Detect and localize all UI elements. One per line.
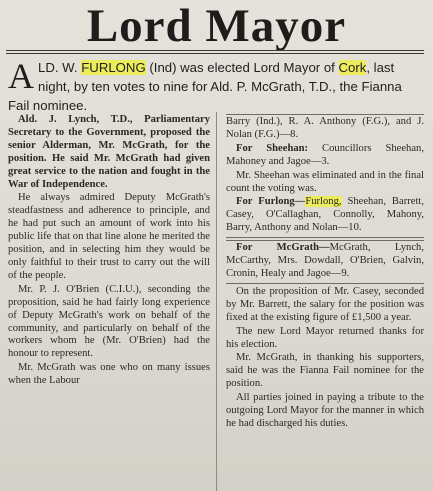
vote-furlong-highlight: Furlong, <box>305 196 342 208</box>
right-paragraph-3: Mr. McGrath, in thanking his supporters, said he was the Fianna Fail nominee for the position. <box>226 352 424 390</box>
highlighted-cork: Cork <box>338 60 367 75</box>
headline-rule-top <box>6 50 424 51</box>
headline-rule-bottom <box>6 53 424 54</box>
vote-eliminated-note: Mr. Sheehan was eliminated and in the final count the voting was. <box>226 169 424 194</box>
lede-text-mid: (Ind) was elected Lord Mayor of <box>145 60 339 75</box>
vote-sheehan-list: Councillors Sheehan, Mahoney and Jagoe—3. <box>226 142 424 167</box>
lede-paragraph <box>8 58 422 115</box>
vote-sheehan-label: For Sheehan: <box>236 142 309 154</box>
vote-mcgrath <box>226 242 424 281</box>
vote-mcgrath-label: For McGrath— <box>236 242 330 254</box>
right-paragraph-4: All parties joined in paying a tribute to the outgoing Lord Mayor for the manner in which he had discharged his duties. <box>226 392 424 429</box>
vote-mcgrath-box <box>226 240 424 284</box>
vote-furlong-label: For Furlong— <box>236 196 306 208</box>
drop-cap: A <box>8 56 34 96</box>
right-column <box>226 114 424 432</box>
vote-tally-box <box>226 114 424 238</box>
vote-against-tail: Barry (Ind.), R. A. Anthony (F.G.), and J. Nolan (F.G.)—8. <box>226 116 424 140</box>
vote-mcgrath-list: McGrath, Lynch, McCarthy, Mrs. Dowdall, O'Brien, Galvin, Cronin, Healy and Jagoe—9. <box>226 242 424 279</box>
column-divider <box>216 112 217 491</box>
highlighted-furlong: FURLONG <box>81 60 146 75</box>
headline: Lord Mayor <box>86 0 347 52</box>
right-paragraph-2: The new Lord Mayor returned thanks for his election. <box>226 325 424 350</box>
right-paragraph-1: On the proposition of Mr. Casey, seconded by Mr. Barrett, the salary for the position was fixed at the existing figure of £1,500 a year. <box>226 285 424 323</box>
left-column <box>8 114 210 389</box>
left-paragraph-4: Mr. McGrath was one who on many issues when the Labour <box>8 362 210 387</box>
left-paragraph-1: Ald. J. Lynch, T.D., Parliamentary Secretary to the Government, proposed the senior Alderman, Mr. McGrath, for the position. He said Mr. McGrath had given great service to the nation and fought in the War of Independence. <box>8 114 210 190</box>
lede-text-end: , last night, by ten votes to nine for Ald. P. McGrath, T.D., the Fianna Fail nominee. <box>8 60 402 113</box>
vote-sheehan <box>226 143 424 169</box>
vote-furlong-list: Sheehan, Barrett, Casey, O'Callaghan, Connolly, Mahony, Barry, Anthony and Nolan—10. <box>226 196 424 234</box>
left-paragraph-2: He always admired Deputy McGrath's steadfastness and adherence to principle, and he had put such an amount of work into his public life that on that line alone he merited the position, and in selecting him they would be only faithful to their trust to carry out the will of the people. <box>8 192 210 281</box>
lede-text-start: LD. W. <box>38 60 82 75</box>
vote-furlong <box>226 196 424 235</box>
left-paragraph-3: Mr. P. J. O'Brien (C.I.U.), seconding the proposition, said he had fairly long experience of Deputy McGrath's work on behalf of the community, and particularly on behalf of the workers whom he (Mr. O'Brien) had the honour to represent. <box>8 283 210 360</box>
